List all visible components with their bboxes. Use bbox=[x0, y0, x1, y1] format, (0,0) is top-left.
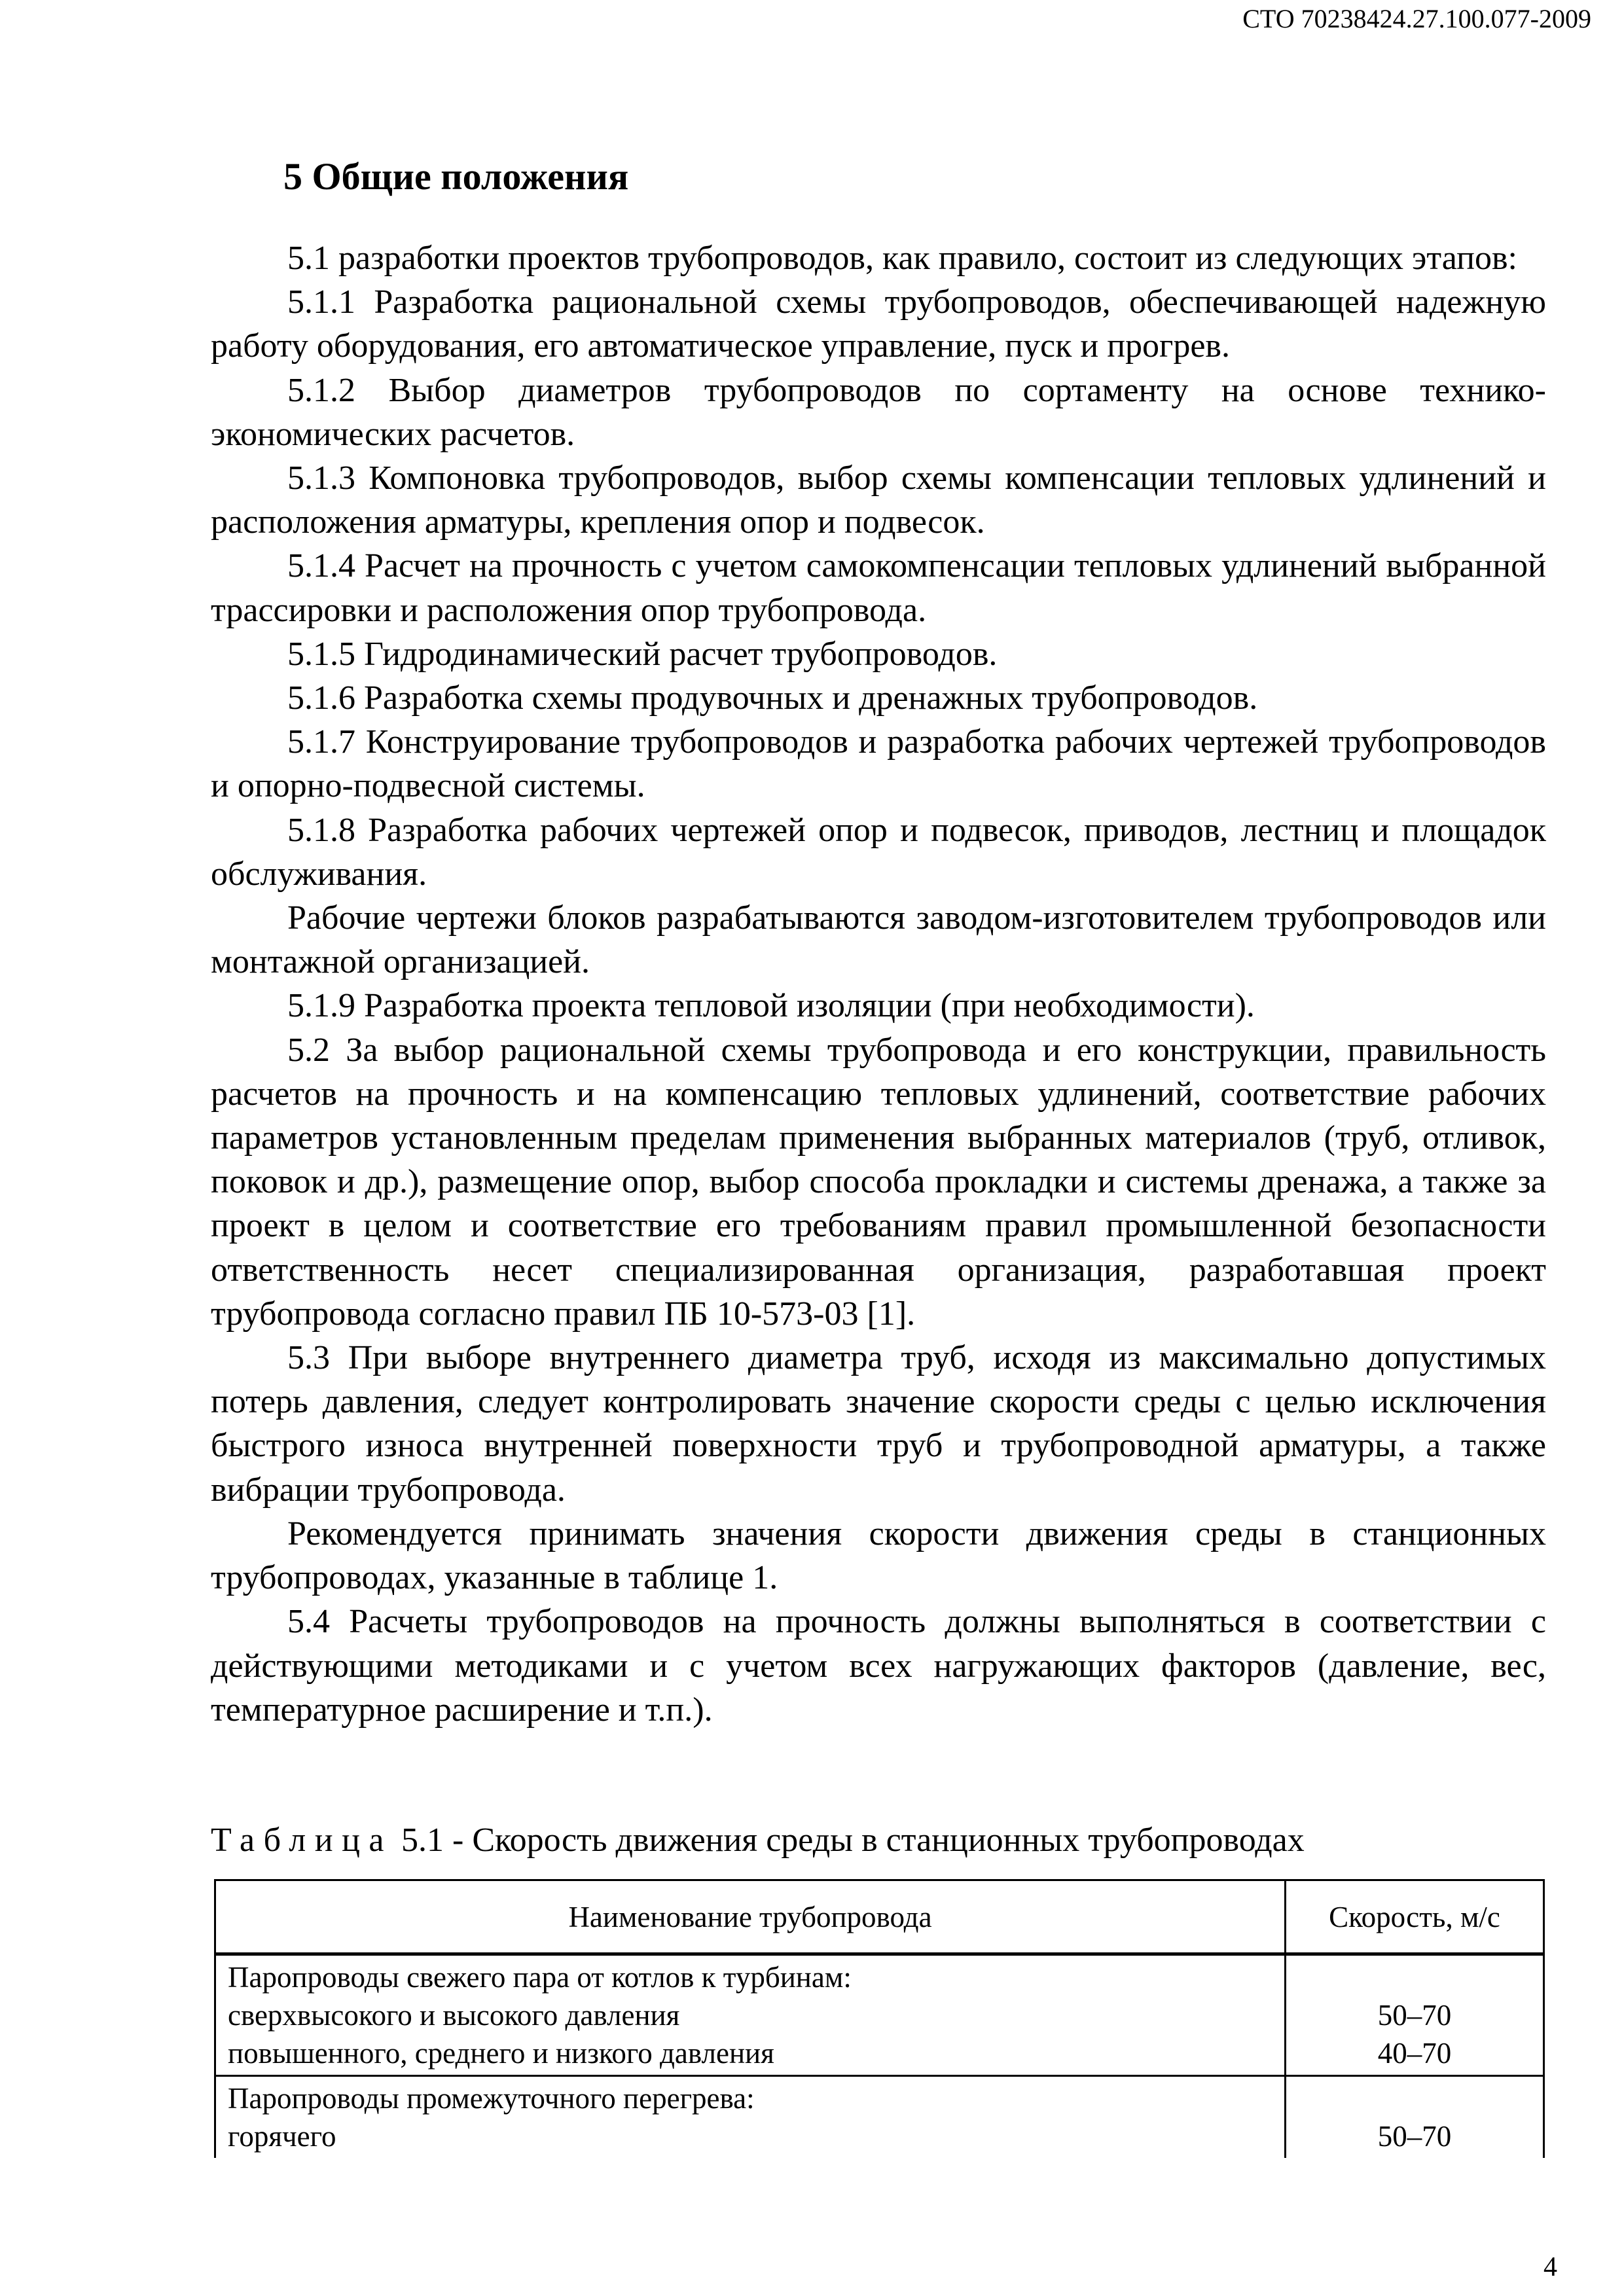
pipeline-name: повышенного, среднего и низкого давления bbox=[228, 2037, 774, 2070]
document-code: СТО 70238424.27.100.077-2009 bbox=[1242, 4, 1591, 33]
paragraph: 5.1 разработки проектов трубопроводов, как правило, состоит из следующих этапов: bbox=[287, 240, 1517, 277]
speed-value: 40–70 bbox=[1377, 2037, 1452, 2070]
group-title: Паропроводы свежего пара от котлов к турбинам: bbox=[228, 1961, 852, 1994]
paragraph: Рекомендуется принимать значения скорости движения среды в станционных трубопроводах, указанные в таблице 1. bbox=[211, 1515, 1546, 1597]
pipeline-name-cell bbox=[215, 1954, 1286, 2076]
table-row bbox=[215, 2076, 1544, 2159]
section-title: 5 Общие положения bbox=[283, 155, 629, 198]
group-title: Паропроводы промежуточного перегрева: bbox=[228, 2082, 755, 2115]
pipeline-name: сверхвысокого и высокого давления bbox=[228, 1999, 680, 2032]
paragraph: 5.1.6 Разработка схемы продувочных и дренажных трубопроводов. bbox=[287, 679, 1258, 717]
paragraph: 5.1.9 Разработка проекта тепловой изоляции (при необходимости). bbox=[287, 987, 1255, 1025]
paragraph: 5.1.1 Разработка рациональной схемы трубопроводов, обеспечивающей надежную работу оборудования, его автоматическое управление, пуск и прогрев. bbox=[211, 283, 1546, 365]
paragraph: 5.1.5 Гидродинамический расчет трубопроводов. bbox=[287, 635, 998, 673]
paragraph: 5.3 При выборе внутреннего диаметра труб, исходя из максимально допустимых потерь давления, следует контролировать значение скорости среды с целью исключения быстрого износа внутренней поверхности труб и трубопроводной арматуры, а также вибрации трубопровода. bbox=[211, 1339, 1546, 1509]
speed-value: 50–70 bbox=[1377, 2120, 1452, 2153]
page-number: 4 bbox=[1543, 2252, 1557, 2282]
paragraph: 5.4 Расчеты трубопроводов на прочность должны выполняться в соответствии с действующими методиками и с учетом всех нагружающих факторов (давление, вес, температурное расширение и т.п.). bbox=[211, 1603, 1546, 1729]
column-header-speed: Скорость, м/с bbox=[1286, 1880, 1544, 1954]
speed-cell bbox=[1286, 1954, 1544, 2076]
column-header-name: Наименование трубопровода bbox=[215, 1880, 1286, 1954]
paragraph: 5.1.7 Конструирование трубопроводов и разработка рабочих чертежей трубопроводов и опорно-подвесной системы. bbox=[211, 723, 1546, 805]
paragraph: 5.1.4 Расчет на прочность с учетом самокомпенсации тепловых удлинений выбранной трассировки и расположения опор трубопровода. bbox=[211, 547, 1546, 629]
paragraph: Рабочие чертежи блоков разрабатываются заводом-изготовителем трубопроводов или монтажной организацией. bbox=[211, 899, 1546, 981]
table-caption-text: 5.1 - Скорость движения среды в станционных трубопроводах bbox=[401, 1821, 1305, 1859]
table-caption-label: Таблица bbox=[211, 1821, 393, 1859]
paragraph: 5.1.2 Выбор диаметров трубопроводов по сортаменту на основе технико-экономических расчетов. bbox=[211, 371, 1546, 453]
velocity-table bbox=[214, 1879, 1545, 2158]
table-header-row bbox=[215, 1880, 1544, 1954]
pipeline-name-cell bbox=[215, 2076, 1286, 2159]
body-text bbox=[211, 236, 1546, 1732]
paragraph: 5.1.8 Разработка рабочих чертежей опор и подвесок, приводов, лестниц и площадок обслуживания. bbox=[211, 811, 1546, 893]
table-caption bbox=[211, 1818, 1305, 1862]
paragraph: 5.2 За выбор рациональной схемы трубопровода и его конструкции, правильность расчетов на прочность и на компенсацию тепловых удлинений, соответствие рабочих параметров установленным пределам применения выбранных материалов (труб, отливок, поковок и др.), размещение опор, выбор способа прокладки и системы дренажа, а также за проект в целом и соответствие его требованиям правил промышленной безопасности ответственность несет специализированная организация, разработавшая проект трубопровода согласно правил ПБ 10-573-03 [1]. bbox=[211, 1031, 1546, 1333]
speed-value: 50–70 bbox=[1377, 1999, 1452, 2032]
speed-cell bbox=[1286, 2076, 1544, 2159]
paragraph: 5.1.3 Компоновка трубопроводов, выбор схемы компенсации тепловых удлинений и расположения арматуры, крепления опор и подвесок. bbox=[211, 459, 1546, 541]
pipeline-name: горячего bbox=[228, 2120, 336, 2153]
table-row bbox=[215, 1954, 1544, 2076]
